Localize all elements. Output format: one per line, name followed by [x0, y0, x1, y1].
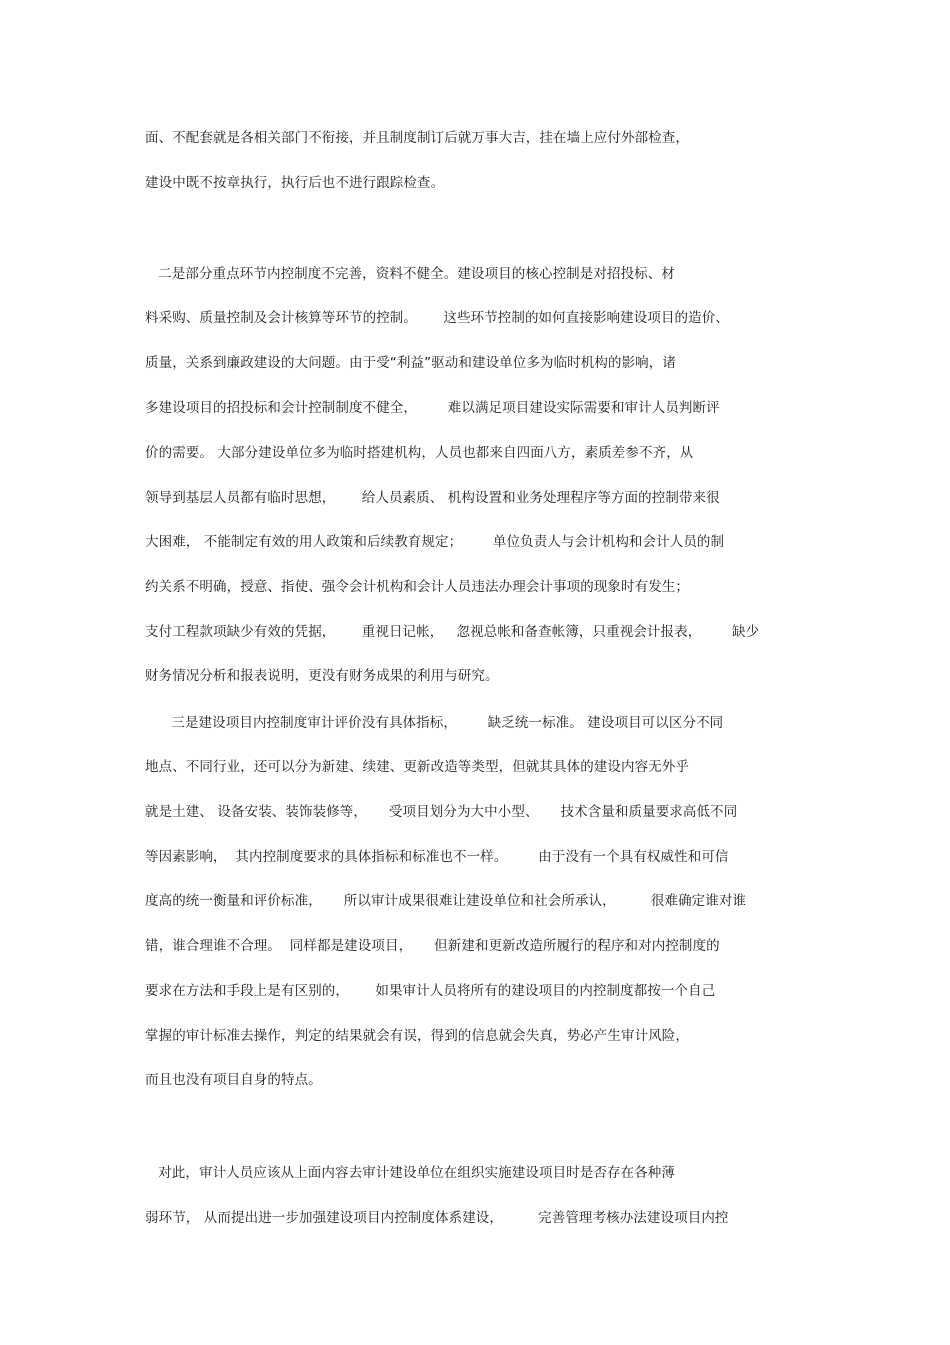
- text-line: 领导到基层人员都有临时思想， 给人员素质、 机构设置和业务处理程序等方面的控制带来很: [145, 490, 720, 506]
- text-line: 大困难， 不能制定有效的用人政策和后续教育规定； 单位负责人与会计机构和会计人员的制: [145, 534, 725, 550]
- text-line: 错，谁合理谁不合理。 同样都是建设项目， 但新建和更新改造所履行的程序和对内控制度的: [145, 938, 720, 954]
- text-line: 地点、不同行业，还可以分为新建、续建、更新改造等类型，但就其具体的建设内容无外乎: [145, 759, 689, 775]
- text-line: 价的需要。 大部分建设单位多为临时搭建机构，人员也都来自四面八方，素质差参不齐，从: [145, 445, 694, 461]
- text-line: 弱环节， 从而提出进一步加强建设项目内控制度体系建设， 完善管理考核办法建设项目内控: [145, 1210, 729, 1226]
- text-line: 掌握的审计标准去操作，判定的结果就会有误，得到的信息就会失真，势必产生审计风险，: [145, 1028, 689, 1044]
- text-line: 质量，关系到廉政建设的大问题。由于受“利益”驱动和建设单位多为临时机构的影响，诸: [145, 355, 676, 371]
- text-line: 三是建设项目内控制度审计评价没有具体指标， 缺乏统一标准。 建设项目可以区分不同: [145, 715, 724, 731]
- text-line: 二是部分重点环节内控制度不完善，资料不健全。建设项目的核心控制是对招投标、材: [145, 266, 675, 282]
- text-line: 约关系不明确，授意、指使、强令会计机构和会计人员违法办理会计事项的现象时有发生；: [145, 579, 689, 595]
- text-line: 就是土建、 设备安装、装饰装修等， 受项目划分为大中小型、 技术含量和质量要求高低不同: [145, 804, 738, 820]
- text-line: 等因素影响， 其内控制度要求的具体指标和标准也不一样。 由于没有一个具有权威性和可信: [145, 849, 729, 865]
- text-line: 财务情况分析和报表说明，更没有财务成果的利用与研究。: [145, 668, 499, 684]
- text-line: 要求在方法和手段上是有区别的， 如果审计人员将所有的建设项目的内控制度都按一个自己: [145, 983, 716, 999]
- text-line: 而且也没有项目自身的特点。: [145, 1072, 322, 1088]
- text-line: 度高的统一衡量和评价标准， 所以审计成果很难让建设单位和社会所承认， 很难确定谁对谁: [145, 893, 747, 909]
- text-line: 多建设项目的招投标和会计控制制度不健全， 难以满足项目建设实际需要和审计人员判断评: [145, 400, 720, 416]
- text-line: 面、不配套就是各相关部门不衔接，并且制度制订后就万事大吉，挂在墙上应付外部检查，: [145, 130, 689, 146]
- text-line: 建设中既不按章执行，执行后也不进行跟踪检查。: [145, 175, 445, 191]
- text-line: 料采购、质量控制及会计核算等环节的控制。 这些环节控制的如何直接影响建设项目的造价、: [145, 310, 729, 326]
- text-line: 支付工程款项缺少有效的凭据， 重视日记帐， 忽视总帐和备查帐簿，只重视会计报表， 缺少: [145, 624, 760, 640]
- text-line: 对此，审计人员应该从上面内容去审计建设单位在组织实施建设项目时是否存在各种薄: [145, 1165, 675, 1181]
